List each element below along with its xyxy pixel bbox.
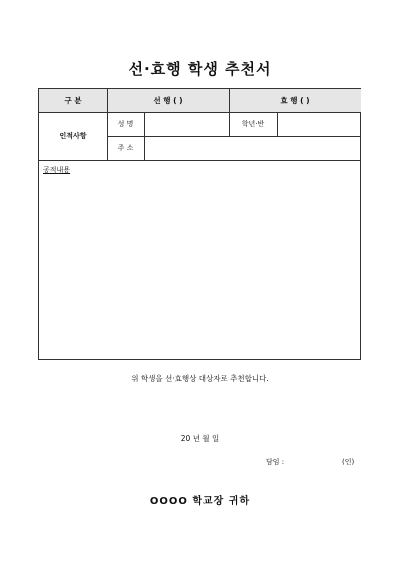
row-divider <box>107 136 361 137</box>
grade-class-label: 학년·반 <box>241 120 265 128</box>
page-title: 선·효행 학생 추천서 <box>128 60 272 78</box>
personal-info-label: 인적사항 <box>59 132 87 140</box>
col-divider <box>277 112 278 136</box>
col-divider <box>229 89 230 136</box>
name-field[interactable] <box>144 112 229 136</box>
row-divider <box>39 160 361 161</box>
address-label: 주 소 <box>117 144 134 152</box>
col-divider <box>107 89 108 160</box>
addressee: OOOO 학교장 귀하 <box>149 496 251 507</box>
seal-label: (인) <box>342 458 355 466</box>
grade-class-field[interactable] <box>277 112 361 136</box>
header-seonhaeng: 선 행 ( ) <box>107 89 229 112</box>
address-field[interactable] <box>144 136 361 160</box>
header-gubun: 구 분 <box>39 89 107 112</box>
header-hyohaeng: 효 행 ( ) <box>229 89 361 112</box>
achievement-field[interactable] <box>39 177 360 359</box>
col-divider <box>144 112 145 160</box>
name-label: 성 명 <box>117 120 134 128</box>
row-divider <box>39 112 361 113</box>
homeroom-teacher-label: 담임 : <box>266 458 285 466</box>
date-line: 20 년 월 일 <box>180 434 220 443</box>
recommendation-statement: 위 학생을 선·효행상 대상자로 추천합니다. <box>131 374 269 383</box>
recommendation-form-table <box>38 88 361 360</box>
achievement-label: 공적내용 <box>43 166 71 174</box>
